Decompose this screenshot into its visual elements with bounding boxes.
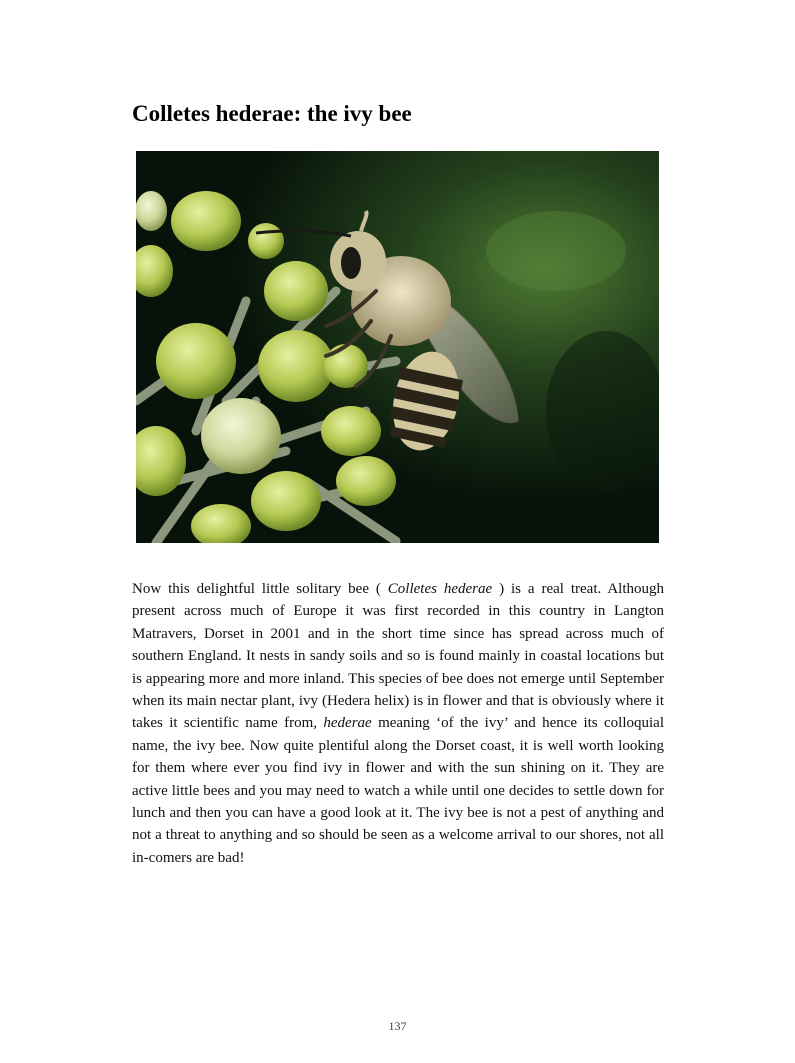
body-text-part-3: meaning ‘of the ivy’ and hence its colloquial name, the ivy bee. Now quite plentiful along the Dorset coast, it is well worth looking for them where ever you find ivy in flower and with the sun shining on it. They are active little bees and you may need to watch a while until one decides to settle down for lunch and then you can have a good look at it. The ivy bee is not a pest of anything and not a threat to anything and so should be seen as a welcome arrival to our shores, not all in-comers are bad!	[132, 715, 664, 866]
body-text-part-1: Now this delightful little solitary bee (	[132, 581, 388, 597]
ivy-bee-photo	[136, 151, 659, 543]
ivy-bee-illustration	[136, 151, 659, 543]
page-title: Colletes hederae: the ivy bee	[132, 101, 412, 126]
page-number: 137	[388, 1019, 407, 1033]
hederae-term: hederae	[323, 715, 372, 732]
body-text-part-2: ) is a real treat. Although present across much of Europe it was first recorded in this country in Langton Matravers, Dorset in 2001 and in the short time since has spread across much of southern England. It nests in sandy soils and so is found mainly in coastal locations but is appearing more and more inland. This species of bee does not emerge until September when its main nectar plant, ivy (Hedera helix) is in flower and that is obviously where it takes it scientific name from,	[132, 581, 664, 732]
species-name: Colletes hederae	[387, 581, 493, 597]
body-paragraph	[132, 578, 664, 869]
